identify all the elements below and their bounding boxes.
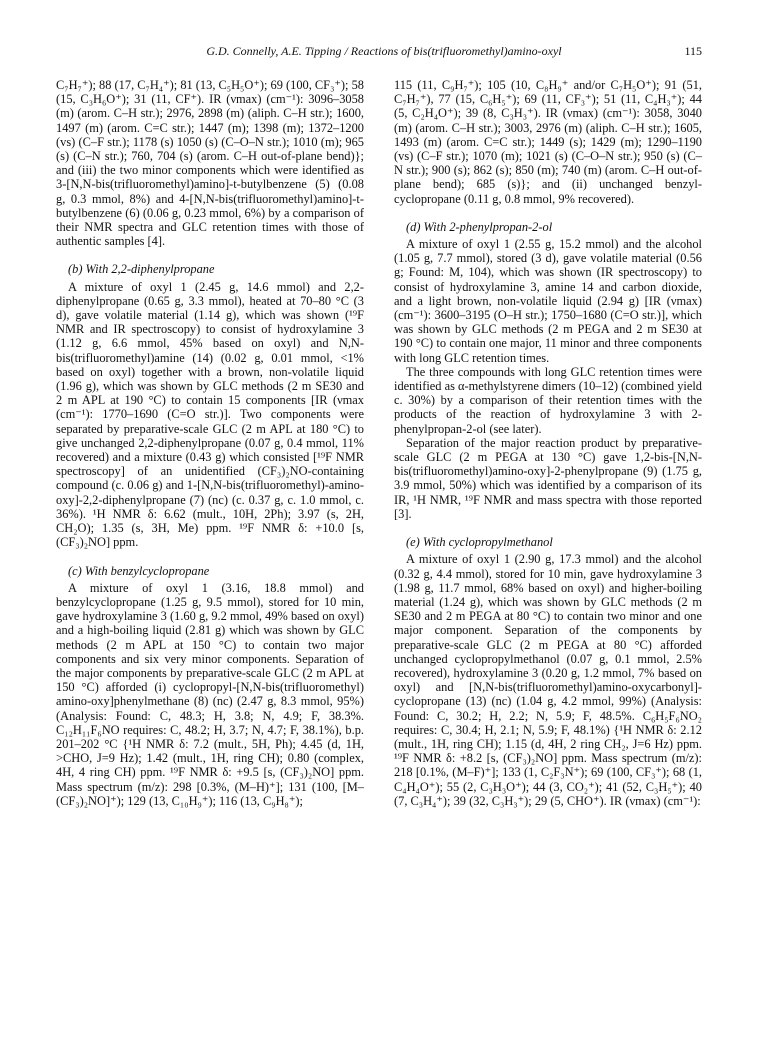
right-column [394, 78, 702, 808]
section-d-paragraph-2: The three compounds with long GLC retention times were identified as α-methylstyrene dimers (10–12) (combined yield c. 30%) by a comparison of their retention times with the products of the reaction of hydroxylamine 3 with 2-phenylpropan-2-ol (see later). [394, 364, 702, 436]
section-b-heading: (b) With 2,2-diphenylpropane [68, 262, 215, 277]
section-d-paragraph-1: A mixture of oxyl 1 (2.55 g, 15.2 mmol) and the alcohol (1.05 g, 7.7 mmol), stored (3 d), gave volatile material (0.56 g; Found: M, 104), which was shown (IR spectroscopy) to consist of hydroxylamine 3, amine 14 and carbon dioxide, and a light brown, non-volatile liquid (2.94 g) [IR (νmax) (cm⁻¹): 3600–3195 (O–H str.); 1750–1680 (C=O str.)], which was shown by GLC methods (2 m PEGA and 2 m SE30 at 190 °C) to contain one major, 11 minor and three components with long GLC retention times. [394, 237, 702, 365]
section-d-paragraph-3: Separation of the major reaction product by preparative-scale GLC (2 m PEGA at 130 °C) gave 1,2-bis-[N,N-bis(trifluoromethyl)amino-oxy]-2-phenylpropane (9) (1.75 g, 3.9 mmol, 50%) which was identified by a comparison of its IR, ¹H NMR, ¹⁹F NMR and mass spectra with those reported [3]. [394, 435, 702, 521]
left-intro-paragraph: C₇H₇⁺); 88 (17, C₇H₄⁺); 81 (13, C₅H₅O⁺); 69 (100, CF₃⁺); 58 (15, C₃H₆O⁺); 31 (11, CF⁺). IR (νmax) (cm⁻¹): 3096–3058 (m) (arom. C–H str.); 2976, 2898 (m) (aliph. C–H str.); 1600, 1497 (m) (arom. C=C str.); 1447 (m); 1398 (m); 1372–1200 (vs) (C–F str.); 1178 (s) 1050 (s) (C–O–N str.); 1010 (m); 965 (s) (C–N str.); 760, 704 (s) (arom. C–H out-of-plane bend)}; and (iii) the two minor components which were identified as 3-[N,N-bis(trifluoromethyl)amino]-t-butylbenzene (5) (0.08 g, 0.3 mmol, 8%) and 4-[N,N-bis(trifluoromethyl)amino]-t-butylbenzene (6) (0.06 g, 0.23 mmol, 6%) by a comparison of their NMR spectra and GLC retention times with those of authentic samples [4]. [56, 78, 364, 249]
section-e-paragraph: A mixture of oxyl 1 (2.90 g, 17.3 mmol) and the alcohol (0.32 g, 4.4 mmol), stored for 10 min, gave hydroxylamine 3 (1.98 g, 11.7 mmol, 68% based on oxyl) and higher-boiling material (1.24 g), which was shown by GLC methods (2 m SE30 and 2 m PEGA at 80 °C) to contain two minor and one major component. Separation of the components by preparative-scale GLC (2 m PEGA at 80 °C) afforded unchanged cyclopropylmethanol (0.07 g, 0.1 mmol, 2.5% recovered), hydroxylamine 3 (0.20 g, 1.2 mmol, 7% based on oxyl) and [N,N-bis(trifluoromethyl)amino-oxycarbonyl]-cyclopropane (13) (nc) (1.04 g, 4.2 mmol, 99%) (Analysis: Found: C, 30.2; H, 2.2; N, 5.9; F, 48.5%. C₆H₅F₆NO₂ requires: C, 30.4; H, 2.1; N, 5.9; F, 48.1%) {¹H NMR δ: 2.12 (mult., 1H, ring CH); 1.15 (d, 4H, 2 ring CH₂, J=6 Hz) ppm. ¹⁹F NMR δ: +8.2 [s, (CF₃)₂NO] ppm. Mass spectrum (m/z): 218 [0.1%, (M–F)⁺]; 133 (1, C₂F₃N⁺); 69 (100, CF₃⁺); 68 (1, C₄H₄O⁺); 55 (2, C₃H₃O⁺); 44 (3, CO₂⁺); 41 (52, C₃H₅⁺); 40 (7, C₃H₄⁺); 39 (32, C₃H₃⁺); 29 (5, CHO⁺). IR (νmax) (cm⁻¹): [394, 552, 702, 808]
page-header [56, 44, 712, 62]
section-c-paragraph: A mixture of oxyl 1 (3.16, 18.8 mmol) and benzylcyclopropane (1.25 g, 9.5 mmol), stored for 10 min, gave hydroxylamine 3 (1.60 g, 9.2 mmol, 49% based on oxyl) and a high-boiling liquid (2.81 g) which was shown by GLC methods (2 m APL at 150 °C) to contain two major components and six very minor components. Separation of the major components by preparative-scale GLC (2 m APL at 150 °C) afforded (i) cyclopropyl-[N,N-bis(trifluoromethyl) amino-oxy]phenylmethane (8) (nc) (2.47 g, 8.3 mmol, 95%) (Analysis: Found: C, 48.3; H, 3.8; N, 4.9; F, 38.3%. C₁₂H₁₁F₆NO requires: C, 48.2; H, 3.7; N, 4.7; F, 38.1%), b.p. 201–202 °C {¹H NMR δ: 7.2 (mult., 5H, Ph); 4.45 (d, 1H, >CHO, J=9 Hz); 1.42 (mult., 1H, ring CH); 0.80 (complex, 4H, 4 ring CH) ppm. ¹⁹F NMR δ: +9.5 [s, (CF₃)₂NO] ppm. Mass spectrum (m/z): 298 [0.3%, (M–H)⁺]; 131 (100, [M–(CF₃)₂NO]⁺); 129 (13, C₁₀H₉⁺); 116 (13, C₉H₈⁺); [56, 580, 364, 808]
running-head: G.D. Connelly, A.E. Tipping / Reactions of bis(trifluoromethyl)amino-oxyl [206, 44, 562, 58]
section-d-heading: (d) With 2-phenylpropan-2-ol [406, 219, 553, 234]
page-number: 115 [684, 44, 702, 58]
section-c-heading: (c) With benzylcyclopropane [68, 563, 210, 578]
right-intro-paragraph: 115 (11, C₉H₇⁺); 105 (10, C₈H₉⁺ and/or C₇H₅O⁺); 91 (51, C₇H₇⁺), 77 (15, C₆H₅⁺); 69 (11, CF₃⁺); 51 (11, C₄H₃⁺); 44 (5, C₂H₄O⁺); 39 (8, C₃H₃⁺). IR (νmax) (cm⁻¹): 3058, 3040 (m) (arom. C–H str.); 3003, 2976 (m) (aliph. C–H str.); 1605, 1493 (m) (arom. C=C str.); 1449 (s); 1429 (m); 1290–1190 (vs) (C–F str.); 1070 (m); 1021 (s) (C–O–N str.); 950 (s) (C–N str.); 900 (s); 862 (s); 850 (m); 740 (m) (arom. C–H out-of-plane bend); 685 (s)}; and (ii) unchanged benzyl-cyclopropane (0.11 g, 0.8 mmol, 9% recovered). [394, 78, 702, 206]
section-b-paragraph: A mixture of oxyl 1 (2.45 g, 14.6 mmol) and 2,2-diphenylpropane (0.65 g, 3.3 mmol), heated at 70–80 °C (3 d), gave volatile material (1.14 g), which was shown (¹⁹F NMR and IR spectroscopy) to consist of hydroxylamine 3 (1.12 g, 6.6 mmol, 45% based on oxyl) and N,N-bis(trifluoromethyl)amine (14) (0.02 g, 0.01 mmol, <1% based on oxyl) together with a brown, non-volatile liquid (1.96 g), which was shown by GLC methods (2 m SE30 and 2 m APL at 190 °C) to contain 15 components [IR (νmax (cm⁻¹): 1770–1690 (C=O str.)]. Two components were separated by preparative-scale GLC (2 m APL at 180 °C) to give unchanged 2,2-diphenylpropane (0.07 g, 0.4 mmol, 11% recovered) and a mixture (0.43 g) which consisted [¹⁹F NMR spectroscopy] of an unidentified (CF₃)₂NO-containing compound (c. 0.06 g) and 1-[N,N-bis(trifluoromethyl)-amino-oxy]-2,2-diphenylpropane (7) (nc) (c. 0.37 g, c. 1.0 mmol, c. 36%). ¹H NMR δ: 6.62 (mult., 10H, 2Ph); 3.97 (s, 2H, CH₂O); 1.35 (s, 3H, Me) ppm. ¹⁹F NMR δ: +10.0 [s, (CF₃)₂NO] ppm. [56, 279, 364, 550]
section-e-heading: (e) With cyclopropylmethanol [406, 535, 553, 550]
left-column [56, 78, 364, 808]
